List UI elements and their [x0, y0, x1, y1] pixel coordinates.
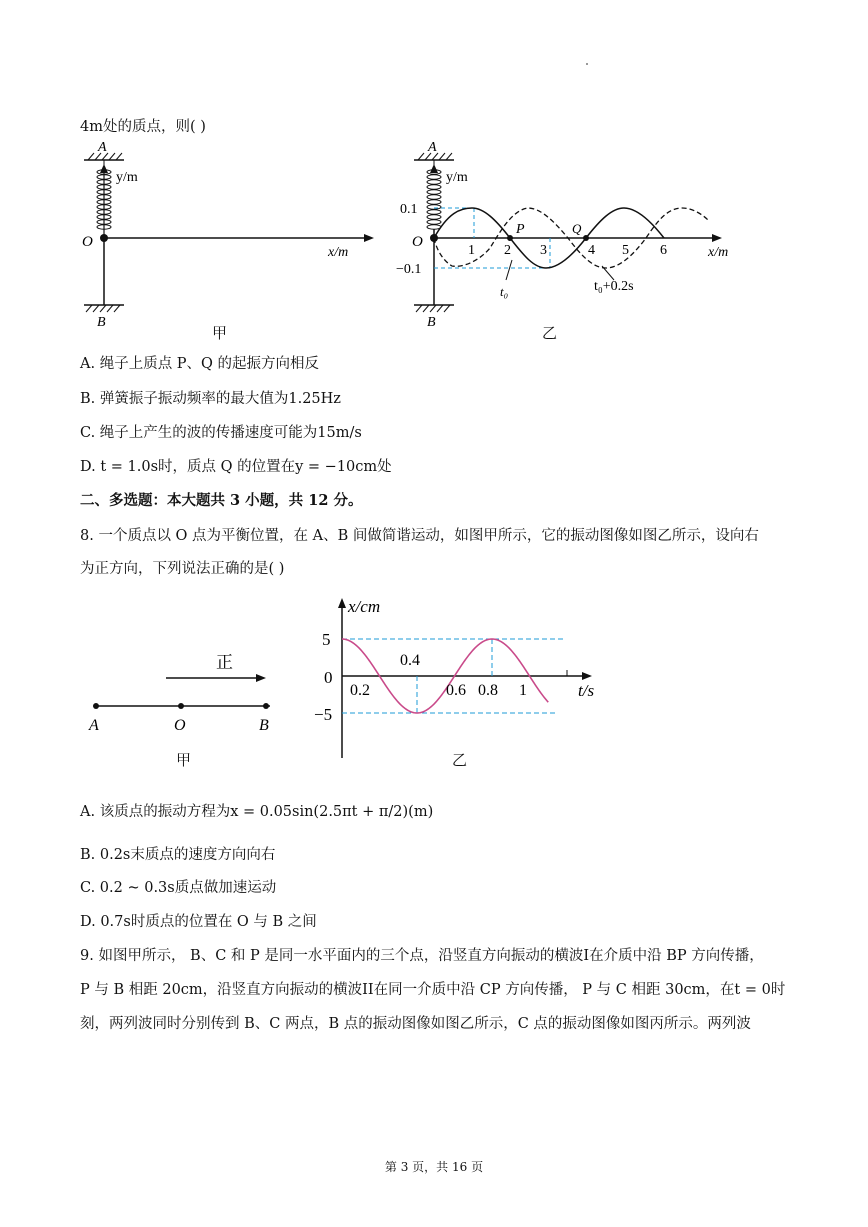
q8-chart — [300, 592, 620, 762]
label-O2: O — [412, 234, 423, 250]
q8-caption-yi: 乙 — [452, 751, 468, 769]
q9-line2: P 与 B 相距 20cm，沿竖直方向振动的横波II在同一介质中沿 CP 方向传播， P 与 C 相距 30cm，在t = 0时 — [80, 982, 786, 998]
tick-4: 4 — [588, 243, 595, 258]
label-yneg: −0.1 — [396, 262, 422, 277]
q8-stem-line1: 8. 一个质点以 O 点为平衡位置，在 A、B 间做简谐运动，如图甲所示，它的振动图像如图乙所示，设向右 — [80, 528, 759, 544]
label-y: y/m — [116, 170, 138, 185]
x-label: t/s — [578, 681, 595, 700]
q9-line3: 刻，两列波同时分别传到 B、C 两点，B 点的振动图像如图乙所示，C 点的振动图像如图丙所示。两列波 — [80, 1016, 751, 1032]
label-B: B — [97, 315, 106, 330]
y-label: x/cm — [348, 597, 381, 616]
direction-label: 正 — [216, 653, 233, 672]
label-B2: B — [427, 315, 436, 330]
q8-option-c: C. 0.2 ~ 0.3s质点做加速运动 — [80, 880, 277, 896]
q9-line1: 9. 如图甲所示， B、C 和 P 是同一水平面内的三个点，沿竖直方向振动的横波I在介质中沿 BP 方向传播， — [80, 948, 764, 964]
tick-6: 6 — [660, 243, 667, 258]
q8-option-d: D. 0.7s时质点的位置在 O 与 B 之间 — [80, 914, 317, 930]
label-A2: A — [428, 140, 437, 155]
section-heading: 二、多选题：本大题共 3 小题，共 12 分。 — [80, 492, 363, 509]
q7-option-d: D. t = 1.0s时，质点 Q 的位置在y = −10cm处 — [80, 459, 392, 475]
label-P: P — [516, 222, 525, 237]
point-O: O — [174, 717, 186, 734]
q8-figure-jia — [80, 640, 290, 740]
tick-1: 1 — [519, 682, 527, 699]
tick-3: 3 — [540, 243, 547, 258]
q8-stem-line2: 为正方向，下列说法正确的是( ) — [80, 561, 285, 577]
point-B: B — [259, 717, 269, 734]
tick-0.6: 0.6 — [446, 682, 466, 699]
label-t0: t₀ — [500, 284, 509, 299]
q7-option-b: B. 弹簧振子振动频率的最大值为1.25Hz — [80, 391, 341, 407]
tick-minus5: −5 — [314, 705, 333, 724]
label-A: A — [98, 140, 107, 155]
q7-caption-jia: 甲 — [212, 324, 228, 342]
q8-option-b: B. 0.2s末质点的速度方向向右 — [80, 847, 276, 863]
label-x: x/m — [328, 245, 349, 260]
tick-0.4: 0.4 — [400, 652, 420, 669]
q7-option-c: C. 绳子上产生的波的传播速度可能为15m/s — [80, 425, 362, 441]
page-footer: 第 3 页，共 16 页 — [384, 1160, 484, 1174]
q7-figure-yi — [362, 140, 742, 330]
tick-0.2: 0.2 — [350, 682, 370, 699]
label-x2: x/m — [708, 245, 729, 260]
tick-0.8: 0.8 — [478, 682, 498, 699]
label-Q: Q — [572, 221, 582, 236]
q7-figure-jia — [78, 140, 378, 330]
speck — [586, 63, 588, 65]
q7-stem-tail: 4m处的质点，则( ) — [80, 119, 206, 135]
tick-1: 1 — [468, 243, 475, 258]
q7-caption-yi: 乙 — [542, 324, 558, 342]
tick-0: 0 — [324, 668, 333, 687]
label-O: O — [82, 234, 93, 250]
x-axis-arrow — [582, 672, 592, 680]
label-ypos: 0.1 — [400, 202, 418, 217]
tick-5: 5 — [622, 243, 629, 258]
tick-2: 2 — [504, 243, 511, 258]
label-y2: y/m — [446, 170, 468, 185]
q8-caption-jia: 甲 — [176, 751, 192, 769]
q7-option-a: A. 绳子上质点 P、Q 的起振方向相反 — [80, 356, 320, 372]
label-t0-plus: t₀+0.2s — [594, 279, 634, 294]
q8-option-a: A. 该质点的振动方程为x = 0.05sin(2.5πt + π/2)(m) — [80, 804, 434, 820]
tick-5: 5 — [322, 630, 331, 649]
point-A: A — [89, 717, 99, 734]
